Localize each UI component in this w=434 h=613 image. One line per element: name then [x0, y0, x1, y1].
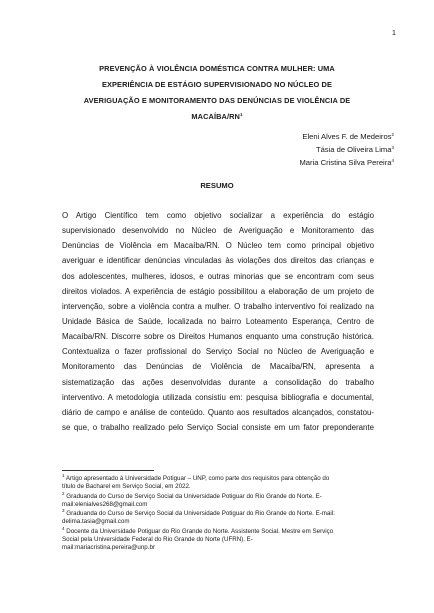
footnote-text: Graduanda do Curso de Serviço Social da Universidade Potiguar do Rio Grande do Norte. E-	[66, 492, 322, 500]
abstract-line: diário de campo e análise de conteúdo. Quanto aos resultados alcançados, constatou-	[62, 407, 374, 417]
abstract-line: Contextualiza o fazer profissional do Serviço Social no Núcleo de Averiguação e	[62, 347, 374, 357]
footnotes	[62, 475, 376, 553]
footnote-mark: 3	[62, 508, 65, 514]
footnote-mark: 2	[62, 490, 65, 496]
abstract-heading: RESUMO	[200, 181, 234, 190]
author	[299, 143, 394, 156]
footnote-line	[62, 525, 376, 536]
footnote-line	[62, 475, 376, 483]
author-name: Maria Cristina Silva Pereira	[299, 158, 392, 167]
abstract-line: intervenção, sobre a violência contra a mulher. O trabalho interventivo foi realizado na	[62, 301, 374, 311]
title-line: AVERIGUAÇÃO E MONITORAMENTO DAS DENÚNCIAS DE VIOLÊNCIA DE	[83, 96, 351, 105]
footnote-mark: 3	[391, 145, 394, 150]
page-number: 1	[391, 28, 396, 37]
abstract-line: Macaíba/RN. Discorre sobre os Direitos Humanos enquanto uma construção histórica.	[62, 332, 374, 342]
footnote	[62, 475, 376, 491]
footnote-line: delima.tasia@gmail.com	[62, 518, 130, 526]
footnote-mark: 1	[62, 473, 65, 478]
footnote-line: Social pela Universidade Federal do Rio Grande do Norte (UFRN). E-	[62, 535, 253, 543]
author-name: Tásia de Oliveira Lima	[315, 145, 392, 154]
footnote-text: Artigo apresentado à Universidade Potiguar – UNP, como parte dos requisitos para obtenção do	[65, 475, 330, 482]
abstract-line: averiguar e identificar denúncias vinculadas às violações dos direitos das crianças e	[62, 256, 374, 266]
abstract-line: Denúncias de Violência em Macaíba/RN. O Núcleo tem como principal objetivo	[62, 241, 374, 251]
author	[299, 130, 394, 143]
title-line: PREVENÇÃO À VIOLÊNCIA DOMÉSTICA CONTRA MULHER: UMA	[99, 64, 335, 73]
title-line: EXPERIÊNCIA DE ESTÁGIO SUPERVISIONADO NO NÚCLEO DE	[101, 80, 333, 89]
footnote-line: título de Bacharel em Serviço Social, em 2022.	[62, 483, 191, 491]
abstract-line: O Artigo Científico tem como objetivo socializar a experiência do estágio	[62, 211, 374, 220]
abstract-body	[62, 208, 374, 435]
footnote-mark: 4	[391, 158, 394, 163]
footnote	[62, 525, 376, 552]
footnote-text: Docente da Universidade Potiguar do Rio Grande do Norte. Assistente Social. Mestre em Serviço	[66, 527, 334, 535]
article-title	[60, 61, 374, 125]
abstract-line: dos adolescentes, mulheres, idosos, e outras minorias que se encontram com seus	[62, 271, 374, 281]
footnote-line	[62, 510, 376, 518]
footnote-line	[62, 490, 376, 501]
footnote-text: Graduanda do Curso de Serviço Social da Universidade Potiguar do Rio Grande do Norte. E-mail:	[66, 510, 335, 518]
footnote	[62, 490, 376, 509]
footnote	[62, 510, 376, 526]
footnote-mark: 2	[391, 132, 394, 137]
abstract-line: Unidade Básica de Saúde, localizada no bairro Loteamento Esperança, Centro de	[62, 316, 374, 326]
footnote-mark: 1	[240, 112, 243, 117]
footnote-divider	[62, 470, 154, 471]
abstract-line: Monitoramento das Denúncias de Violência de Macaíba/RN, apresenta a	[62, 362, 374, 372]
footnote-line: mail:mariacristina.pereira@unp.br	[62, 543, 155, 551]
abstract-line: direitos violados. A experiência de estágio possibilitou a elaboração de um projeto de	[62, 286, 374, 296]
abstract-line: supervisionado desenvolvido no Núcleo de Averiguação e Monitoramento das	[62, 226, 374, 236]
author-name: Eleni Alves F. de Medeiros	[302, 132, 392, 141]
abstract-line: sistematização das ações desenvolvidas durante a consolidação do trabalho	[62, 377, 374, 387]
author-list	[299, 130, 394, 169]
abstract-line: interventivo. A metodologia utilizada consistiu em: pesquisa bibliografia e documental,	[62, 392, 374, 402]
title-line-text: MACAÍBA/RN	[191, 112, 240, 121]
abstract-line: se que, o trabalho realizado pelo Serviço Social consiste em um fator preponderante	[62, 422, 374, 432]
footnote-line: mail:elenialves268@gmail.com	[62, 500, 148, 508]
author	[299, 156, 394, 169]
footnote-mark: 4	[62, 525, 65, 531]
title-line	[60, 109, 374, 125]
